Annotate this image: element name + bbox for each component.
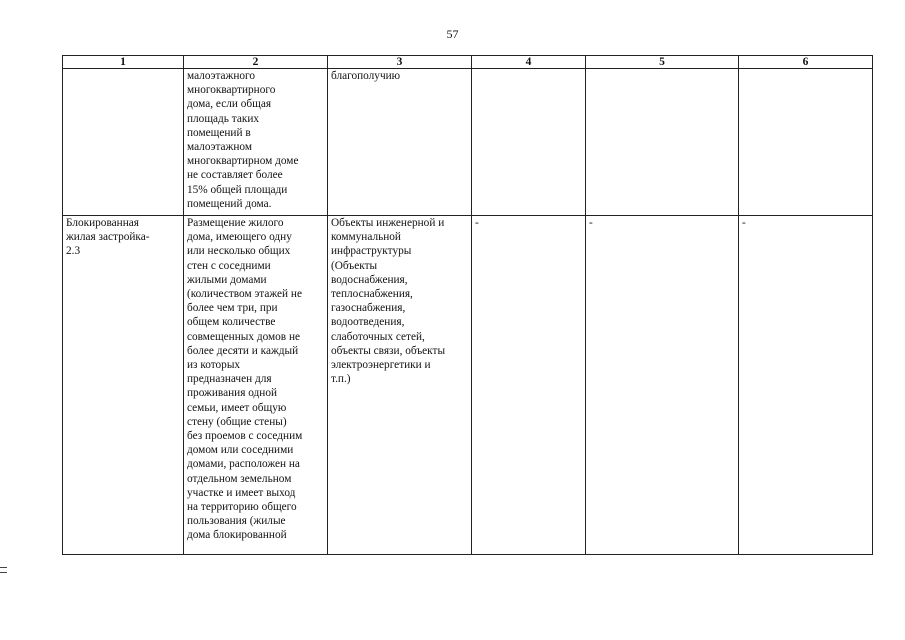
table-cell: малоэтажного многоквартирного дома, если общая площадь таких помещений в малоэтажном многоквартирном доме не составляет более 15% общей площади помещений дома. — [184, 69, 328, 216]
table-cell — [739, 69, 873, 216]
table-header-row — [63, 56, 873, 69]
column-header-5: 5 — [586, 56, 739, 69]
table-cell: Блокированная жилая застройка- 2.3 — [63, 216, 184, 555]
table-cell: - — [472, 216, 586, 555]
regulations-table — [62, 55, 873, 555]
table-cell — [586, 69, 739, 216]
table-row — [63, 69, 873, 216]
column-header-1: 1 — [63, 56, 184, 69]
column-header-3: 3 — [328, 56, 472, 69]
table-cell: Объекты инженерной и коммунальной инфраструктуры (Объекты водоснабжения, теплоснабжения, газоснабжения, водоотведения, слаботочных сетей, объекты связи, объекты электроэнергетики и т.п.) — [328, 216, 472, 555]
column-header-2: 2 — [184, 56, 328, 69]
column-header-6: 6 — [739, 56, 873, 69]
table-cell: благополучию — [328, 69, 472, 216]
scan-edge-mark — [0, 567, 7, 573]
table-cell — [472, 69, 586, 216]
table-cell: - — [739, 216, 873, 555]
column-header-4: 4 — [472, 56, 586, 69]
table-cell: Размещение жилого дома, имеющего одну или несколько общих стен с соседними жилыми домами (количеством этажей не более чем три, при общем количестве совмещенных домов не более десяти и каждый из которых предназначен для проживания одной семьи, имеет общую стену (общие стены) без проемов с соседним домом или соседними домами, расположен на отдельном земельном участке и имеет выход на территорию общего пользования (жилые дома блокированной — [184, 216, 328, 555]
table-cell: - — [586, 216, 739, 555]
table-row — [63, 216, 873, 555]
table-cell — [63, 69, 184, 216]
page-number: 57 — [446, 27, 459, 41]
